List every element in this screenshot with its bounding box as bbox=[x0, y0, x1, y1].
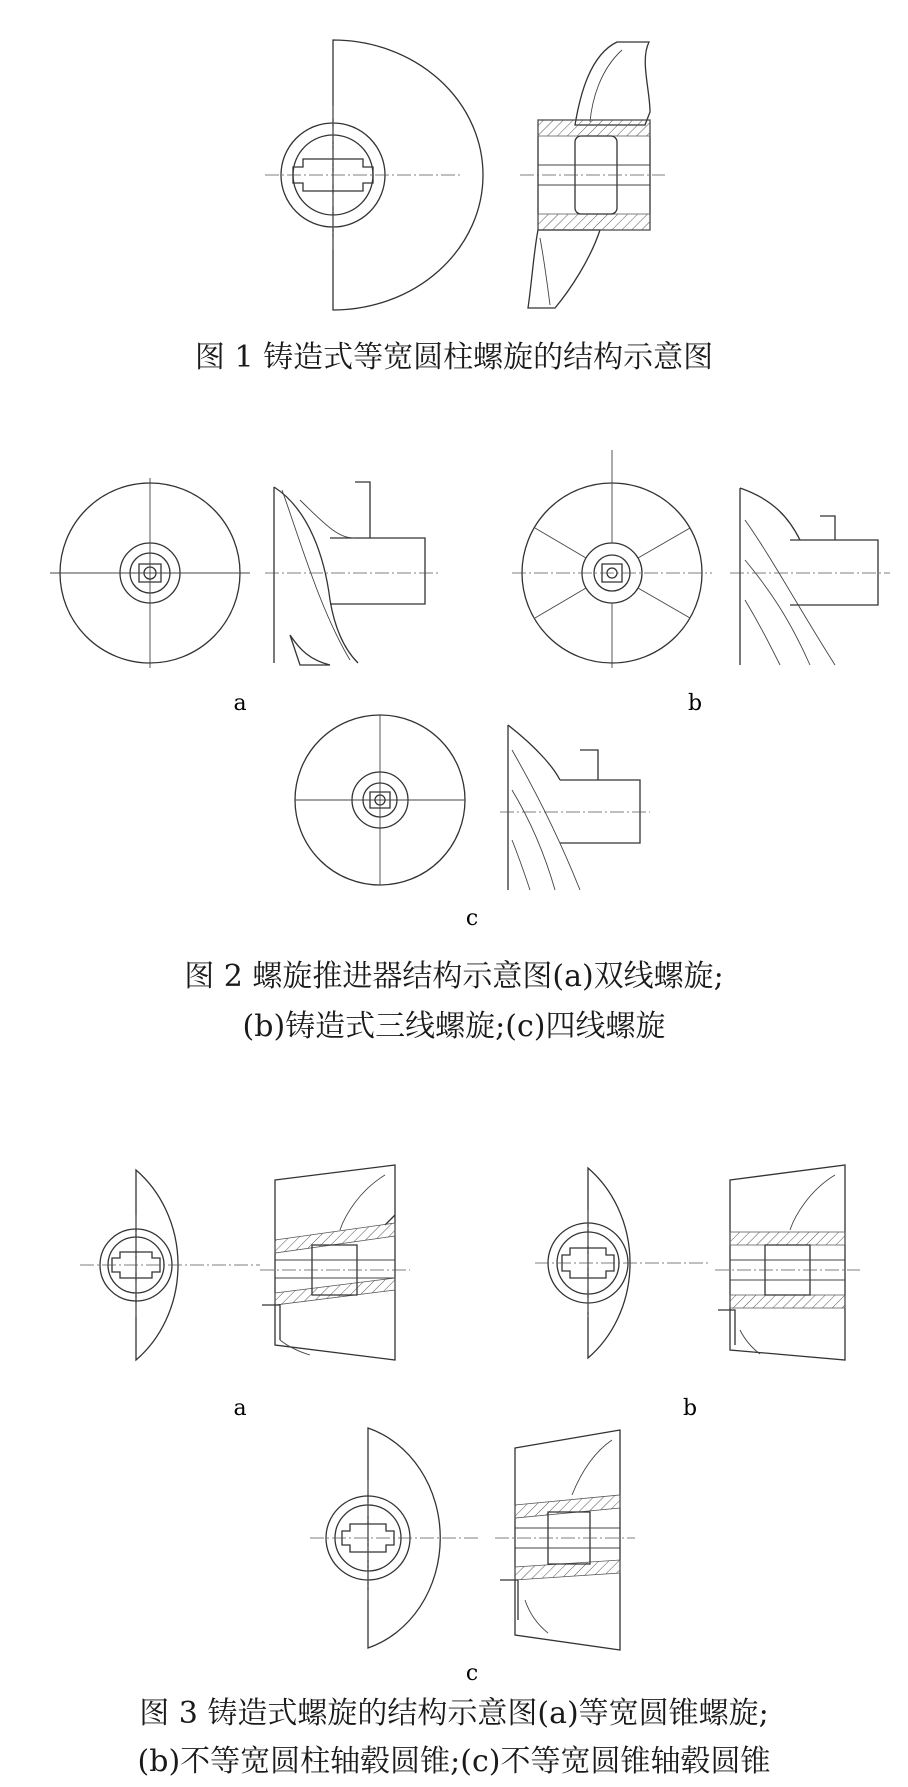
fig1-front-view bbox=[265, 40, 483, 310]
fig2a-side-view bbox=[265, 482, 440, 665]
fig2a-front-view bbox=[50, 478, 250, 668]
figure-1-drawing bbox=[0, 0, 908, 320]
fig3b-side-view bbox=[715, 1165, 860, 1360]
fig3c-side-view bbox=[495, 1430, 635, 1650]
figure-2-caption-line-2: (b)铸造式三线螺旋;(c)四线螺旋 bbox=[242, 1009, 666, 1044]
figure-2-caption-line-1: 图 2 螺旋推进器结构示意图(a)双线螺旋; bbox=[184, 959, 724, 994]
figure-3-caption-line-2: (b)不等宽圆柱轴毂圆锥;(c)不等宽圆锥轴毂圆锥 bbox=[137, 1744, 771, 1779]
fig2c-side-view bbox=[500, 725, 650, 890]
fig3c-front-view bbox=[310, 1428, 480, 1648]
figure-3-drawing bbox=[0, 1130, 908, 1690]
fig3-panel-c-label: c bbox=[465, 1661, 479, 1686]
fig2b-side-view bbox=[730, 488, 890, 665]
fig2c-front-view bbox=[295, 715, 465, 885]
fig3-panel-a-label: a bbox=[233, 1396, 247, 1421]
fig3b-front-view bbox=[535, 1168, 710, 1358]
fig2-panel-a-label: a bbox=[233, 691, 247, 716]
fig3-panel-b-label: b bbox=[682, 1396, 698, 1421]
figure-1-caption: 图 1 铸造式等宽圆柱螺旋的结构示意图 bbox=[194, 340, 714, 375]
fig2-panel-b-label: b bbox=[687, 691, 703, 716]
fig1-side-view bbox=[520, 42, 665, 308]
fig3a-front-view bbox=[80, 1170, 260, 1360]
fig2-panel-c-label: c bbox=[465, 906, 479, 931]
fig2b-front-view bbox=[512, 450, 712, 668]
fig3a-side-view bbox=[260, 1165, 410, 1360]
figure-2-drawing bbox=[0, 460, 908, 940]
figure-3-caption-line-1: 图 3 铸造式螺旋的结构示意图(a)等宽圆锥螺旋; bbox=[139, 1696, 769, 1731]
